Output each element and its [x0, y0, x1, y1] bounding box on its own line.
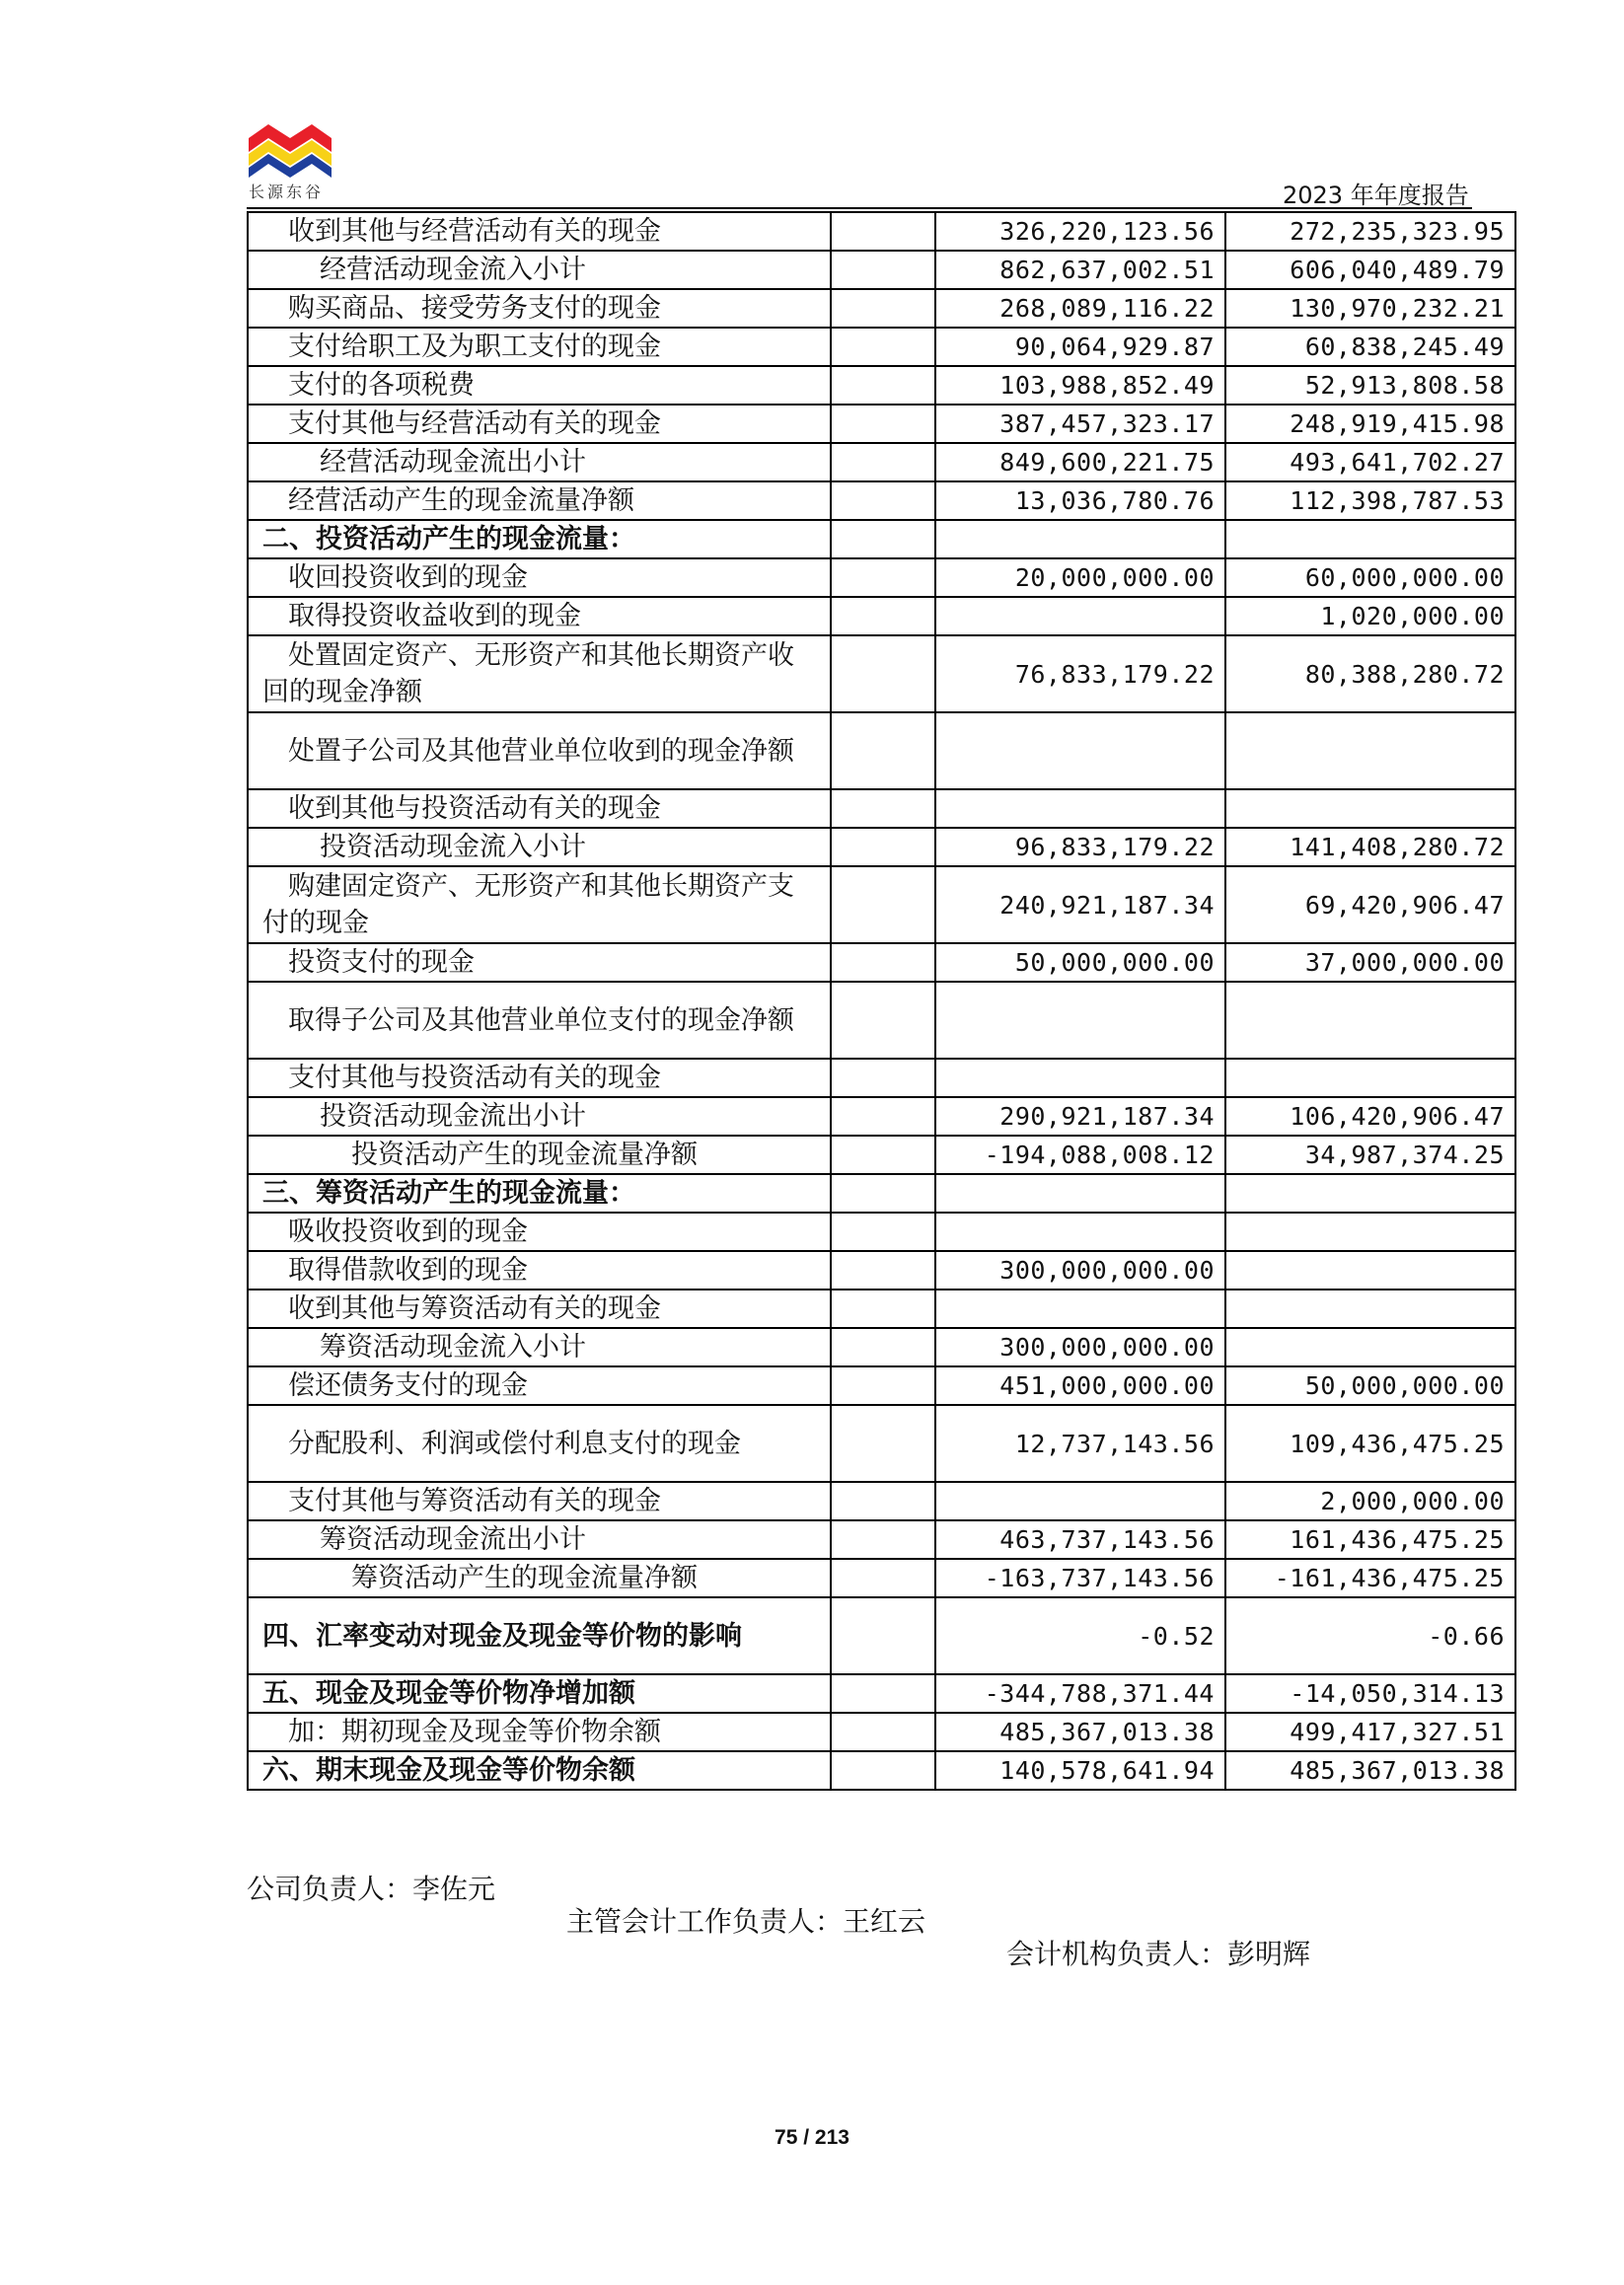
- item-cell: 经营活动现金流入小计: [248, 251, 831, 289]
- previous-period-cell: [1225, 1251, 1515, 1290]
- current-period-cell: [935, 1482, 1225, 1520]
- section-header-row: [248, 1174, 1515, 1213]
- previous-period-cell: [1225, 1059, 1515, 1097]
- table-row: [248, 328, 1515, 366]
- section-heading: 六、期末现金及现金等价物余额: [248, 1751, 831, 1790]
- note-cell: [831, 1520, 935, 1559]
- item-cell: 支付其他与经营活动有关的现金: [248, 405, 831, 443]
- note-cell: [831, 712, 935, 789]
- note-cell: [831, 1059, 935, 1097]
- current-period-cell: [935, 712, 1225, 789]
- item-cell: 取得子公司及其他营业单位支付的现金净额: [248, 982, 831, 1059]
- note-cell: [831, 1597, 935, 1674]
- note-cell: [831, 1290, 935, 1328]
- table-row: [248, 1405, 1515, 1482]
- current-period-cell: [935, 1290, 1225, 1328]
- table-row: [248, 712, 1515, 789]
- current-period-cell: 300,000,000.00: [935, 1251, 1225, 1290]
- item-cell: 取得借款收到的现金: [248, 1251, 831, 1290]
- accounting-org-head-signature: 会计机构负责人：彭明辉: [1006, 1938, 1311, 1970]
- item-cell: 支付其他与投资活动有关的现金: [248, 1059, 831, 1097]
- current-period-cell: -163,737,143.56: [935, 1559, 1225, 1597]
- table-row: [248, 1059, 1515, 1097]
- item-cell: 收到其他与经营活动有关的现金: [248, 212, 831, 251]
- current-period-cell: [935, 982, 1225, 1059]
- item-cell: 分配股利、利润或偿付利息支付的现金: [248, 1405, 831, 1482]
- item-cell: 收回投资收到的现金: [248, 558, 831, 597]
- table-row: [248, 405, 1515, 443]
- logo-text: 长源东谷: [249, 183, 325, 201]
- table-row: [248, 635, 1515, 712]
- section-heading: 二、投资活动产生的现金流量：: [248, 520, 831, 558]
- item-cell: 吸收投资收到的现金: [248, 1213, 831, 1251]
- note-cell: [831, 1097, 935, 1136]
- item-cell: 投资活动产生的现金流量净额: [248, 1136, 831, 1174]
- note-cell: [831, 212, 935, 251]
- item-cell: 支付的各项税费: [248, 366, 831, 405]
- note-cell: [831, 481, 935, 520]
- note-cell: [831, 251, 935, 289]
- current-period-cell: [935, 1213, 1225, 1251]
- item-cell: 筹资活动现金流出小计: [248, 1520, 831, 1559]
- note-cell: [831, 289, 935, 328]
- previous-period-cell: [1225, 1290, 1515, 1328]
- note-cell: [831, 635, 935, 712]
- item-cell: 经营活动产生的现金流量净额: [248, 481, 831, 520]
- section-heading: 五、现金及现金等价物净增加额: [248, 1674, 831, 1713]
- note-cell: [831, 789, 935, 828]
- table-row: [248, 866, 1515, 943]
- section-header-row: [248, 1597, 1515, 1674]
- table-row: [248, 558, 1515, 597]
- item-cell: 投资支付的现金: [248, 943, 831, 982]
- table-row: [248, 982, 1515, 1059]
- page-number: 75 / 213: [775, 2126, 849, 2149]
- current-period-cell: 290,921,187.34: [935, 1097, 1225, 1136]
- previous-period-cell: [1225, 1328, 1515, 1366]
- previous-period-cell: 1,020,000.00: [1225, 597, 1515, 635]
- table-row: [248, 289, 1515, 328]
- previous-period-cell: 161,436,475.25: [1225, 1520, 1515, 1559]
- note-cell: [831, 982, 935, 1059]
- previous-period-cell: 499,417,327.51: [1225, 1713, 1515, 1751]
- note-cell: [831, 1559, 935, 1597]
- section-heading: 四、汇率变动对现金及现金等价物的影响: [248, 1597, 831, 1674]
- note-cell: [831, 366, 935, 405]
- note-cell: [831, 1174, 935, 1213]
- note-cell: [831, 520, 935, 558]
- table-row: [248, 212, 1515, 251]
- note-cell: [831, 1213, 935, 1251]
- previous-period-cell: [1225, 1174, 1515, 1213]
- previous-period-cell: 130,970,232.21: [1225, 289, 1515, 328]
- table-row: [248, 1559, 1515, 1597]
- item-cell: 收到其他与筹资活动有关的现金: [248, 1290, 831, 1328]
- note-cell: [831, 1482, 935, 1520]
- previous-period-cell: [1225, 1213, 1515, 1251]
- previous-period-cell: 60,000,000.00: [1225, 558, 1515, 597]
- current-period-cell: 451,000,000.00: [935, 1366, 1225, 1405]
- previous-period-cell: 50,000,000.00: [1225, 1366, 1515, 1405]
- table-row: [248, 1251, 1515, 1290]
- previous-period-cell: 141,408,280.72: [1225, 828, 1515, 866]
- current-period-cell: [935, 597, 1225, 635]
- note-cell: [831, 828, 935, 866]
- current-period-cell: 240,921,187.34: [935, 866, 1225, 943]
- previous-period-cell: 34,987,374.25: [1225, 1136, 1515, 1174]
- note-cell: [831, 328, 935, 366]
- current-period-cell: -0.52: [935, 1597, 1225, 1674]
- previous-period-cell: -0.66: [1225, 1597, 1515, 1674]
- item-cell: 处置子公司及其他营业单位收到的现金净额: [248, 712, 831, 789]
- item-cell: 筹资活动产生的现金流量净额: [248, 1559, 831, 1597]
- current-period-cell: 326,220,123.56: [935, 212, 1225, 251]
- note-cell: [831, 1328, 935, 1366]
- note-cell: [831, 558, 935, 597]
- note-cell: [831, 1713, 935, 1751]
- item-cell: 经营活动现金流出小计: [248, 443, 831, 481]
- current-period-cell: 103,988,852.49: [935, 366, 1225, 405]
- note-cell: [831, 1136, 935, 1174]
- table-row: [248, 481, 1515, 520]
- previous-period-cell: 60,838,245.49: [1225, 328, 1515, 366]
- accounting-head-signature: 主管会计工作负责人：王红云: [566, 1905, 926, 1938]
- previous-period-cell: 112,398,787.53: [1225, 481, 1515, 520]
- current-period-cell: [935, 789, 1225, 828]
- current-period-cell: 300,000,000.00: [935, 1328, 1225, 1366]
- company-head-signature: 公司负责人：李佐元: [247, 1873, 496, 1905]
- previous-period-cell: [1225, 712, 1515, 789]
- current-period-cell: [935, 520, 1225, 558]
- table-row: [248, 1713, 1515, 1751]
- table-row: [248, 828, 1515, 866]
- note-cell: [831, 1751, 935, 1790]
- previous-period-cell: 485,367,013.38: [1225, 1751, 1515, 1790]
- item-cell: 取得投资收益收到的现金: [248, 597, 831, 635]
- header-divider: [247, 207, 1472, 209]
- table-row: [248, 597, 1515, 635]
- current-period-cell: 90,064,929.87: [935, 328, 1225, 366]
- table-row: [248, 789, 1515, 828]
- item-cell: 收到其他与投资活动有关的现金: [248, 789, 831, 828]
- note-cell: [831, 597, 935, 635]
- previous-period-cell: 69,420,906.47: [1225, 866, 1515, 943]
- note-cell: [831, 1674, 935, 1713]
- current-period-cell: 463,737,143.56: [935, 1520, 1225, 1559]
- note-cell: [831, 1366, 935, 1405]
- item-cell: 支付给职工及为职工支付的现金: [248, 328, 831, 366]
- current-period-cell: 485,367,013.38: [935, 1713, 1225, 1751]
- table-row: [248, 1520, 1515, 1559]
- current-period-cell: 13,036,780.76: [935, 481, 1225, 520]
- table-row: [248, 1482, 1515, 1520]
- previous-period-cell: [1225, 982, 1515, 1059]
- current-period-cell: 268,089,116.22: [935, 289, 1225, 328]
- current-period-cell: -344,788,371.44: [935, 1674, 1225, 1713]
- previous-period-cell: -161,436,475.25: [1225, 1559, 1515, 1597]
- item-cell: 投资活动现金流入小计: [248, 828, 831, 866]
- table-row: [248, 366, 1515, 405]
- item-cell: 购建固定资产、无形资产和其他长期资产支付的现金: [248, 866, 831, 943]
- section-header-row: [248, 520, 1515, 558]
- item-cell: 筹资活动现金流入小计: [248, 1328, 831, 1366]
- previous-period-cell: [1225, 520, 1515, 558]
- section-header-row: [248, 1674, 1515, 1713]
- current-period-cell: -194,088,008.12: [935, 1136, 1225, 1174]
- item-cell: 购买商品、接受劳务支付的现金: [248, 289, 831, 328]
- table-row: [248, 1136, 1515, 1174]
- section-header-row: [248, 1751, 1515, 1790]
- previous-period-cell: 52,913,808.58: [1225, 366, 1515, 405]
- previous-period-cell: 2,000,000.00: [1225, 1482, 1515, 1520]
- item-cell: 加：期初现金及现金等价物余额: [248, 1713, 831, 1751]
- table-row: [248, 1328, 1515, 1366]
- current-period-cell: 387,457,323.17: [935, 405, 1225, 443]
- current-period-cell: [935, 1174, 1225, 1213]
- item-cell: 处置固定资产、无形资产和其他长期资产收回的现金净额: [248, 635, 831, 712]
- table-row: [248, 1213, 1515, 1251]
- current-period-cell: 50,000,000.00: [935, 943, 1225, 982]
- current-period-cell: 140,578,641.94: [935, 1751, 1225, 1790]
- signature-line: [247, 1835, 1311, 1970]
- table-row: [248, 1366, 1515, 1405]
- previous-period-cell: -14,050,314.13: [1225, 1674, 1515, 1713]
- item-cell: 偿还债务支付的现金: [248, 1366, 831, 1405]
- note-cell: [831, 443, 935, 481]
- previous-period-cell: 106,420,906.47: [1225, 1097, 1515, 1136]
- previous-period-cell: 606,040,489.79: [1225, 251, 1515, 289]
- note-cell: [831, 405, 935, 443]
- previous-period-cell: 493,641,702.27: [1225, 443, 1515, 481]
- previous-period-cell: 248,919,415.98: [1225, 405, 1515, 443]
- current-period-cell: 20,000,000.00: [935, 558, 1225, 597]
- table-row: [248, 1097, 1515, 1136]
- note-cell: [831, 943, 935, 982]
- table-row: [248, 943, 1515, 982]
- current-period-cell: 96,833,179.22: [935, 828, 1225, 866]
- table-row: [248, 251, 1515, 289]
- current-period-cell: 849,600,221.75: [935, 443, 1225, 481]
- previous-period-cell: 80,388,280.72: [1225, 635, 1515, 712]
- previous-period-cell: 109,436,475.25: [1225, 1405, 1515, 1482]
- note-cell: [831, 1405, 935, 1482]
- current-period-cell: 862,637,002.51: [935, 251, 1225, 289]
- note-cell: [831, 1251, 935, 1290]
- table-row: [248, 1290, 1515, 1328]
- current-period-cell: [935, 1059, 1225, 1097]
- note-cell: [831, 866, 935, 943]
- current-period-cell: 12,737,143.56: [935, 1405, 1225, 1482]
- section-heading: 三、筹资活动产生的现金流量：: [248, 1174, 831, 1213]
- previous-period-cell: 272,235,323.95: [1225, 212, 1515, 251]
- item-cell: 投资活动现金流出小计: [248, 1097, 831, 1136]
- item-cell: 支付其他与筹资活动有关的现金: [248, 1482, 831, 1520]
- report-title: 2023 年年度报告: [1283, 182, 1469, 209]
- current-period-cell: 76,833,179.22: [935, 635, 1225, 712]
- table-row: [248, 443, 1515, 481]
- previous-period-cell: [1225, 789, 1515, 828]
- cash-flow-table: [247, 211, 1516, 1791]
- previous-period-cell: 37,000,000.00: [1225, 943, 1515, 982]
